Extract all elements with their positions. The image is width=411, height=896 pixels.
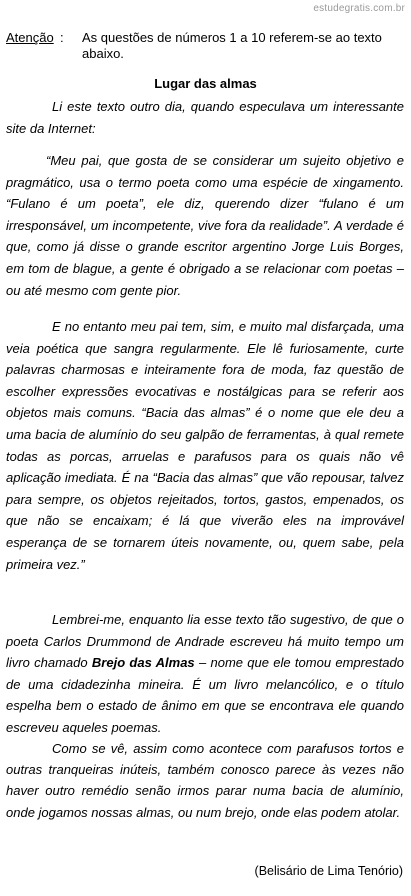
paragraph-4-start: Lembrei-me, enquanto lia esse texto tão sugestivo, de que o poeta Carlos Drummond de Andrade escreveu há muito tempo um livro chamado <box>6 612 404 671</box>
paragraph-5: Como se vê, assim como acontece com parafusos tortos e outras tranqueiras inúteis, também conosco parece às vezes não haver outro remédio senão irmos parar numa bacia de alumínio, onde jogamos nossas almas, ou num brejo, onde elas podem atolar. <box>6 741 404 820</box>
paragraph-3: E no entanto meu pai tem, sim, e muito mal disfarçada, uma veia poética que sangra regularmente. Ele lê furiosamente, curte palavras charmosas e inteiramente fora de moda, faz questão de escolher expressões evocativas e nostálgicas para se referir aos objetos mais comuns. “Bacia das almas” é o nome que ele deu a uma bacia de alumínio do seu galpão de ferramentas, à qual remete todas as porcas, arruelas e parafusos para os quais não vê aplicação imediata. É na “Bacia das almas” que vão repousar, talvez para sempre, os objetos rejeitados, tortos, gastos, empenados, os que não se encaixam; é lá que viverão eles na improvável esperança de se tornarem úteis novamente, ou, quem sabe, pela primeira vez.” <box>6 319 404 572</box>
book-title: Brejo das Almas <box>91 655 195 671</box>
attention-text: As questões de números 1 a 10 referem-se ao texto abaixo. <box>82 30 382 61</box>
paragraph-1: Li este texto outro dia, quando especulava um interessante site da Internet: <box>6 99 404 136</box>
attention-label: Atenção <box>6 30 54 45</box>
attention-colon: : <box>60 30 64 45</box>
paragraph-2: “Meu pai, que gosta de se considerar um sujeito objetivo e pragmático, usa o termo poeta como uma espécie de xingamento. “Fulano é um poeta”, ele diz, querendo dizer “fulano é um irresponsável, um incompetente, vive fora da realidade”. A verdade é que, como já disse o grande escritor argentino Jorge Luis Borges, em tom de blague, a gente é obrigado a se relacionar com poetas – ou até mesmo com gente pior. <box>6 153 404 298</box>
paragraph-4 <box>6 609 404 739</box>
paragraph-4-end: – nome que ele tomou emprestado de uma cidadezinha mineira. É um livro melancólico, e o título espelha bem o estado de ânimo em que se encontrava ele quando escreveu aqueles poemas. <box>6 655 404 735</box>
author-credit: (Belisário de Lima Tenório) <box>254 864 403 878</box>
text-title: Lugar das almas <box>154 76 257 91</box>
watermark: estudegratis.com.br <box>313 3 405 14</box>
